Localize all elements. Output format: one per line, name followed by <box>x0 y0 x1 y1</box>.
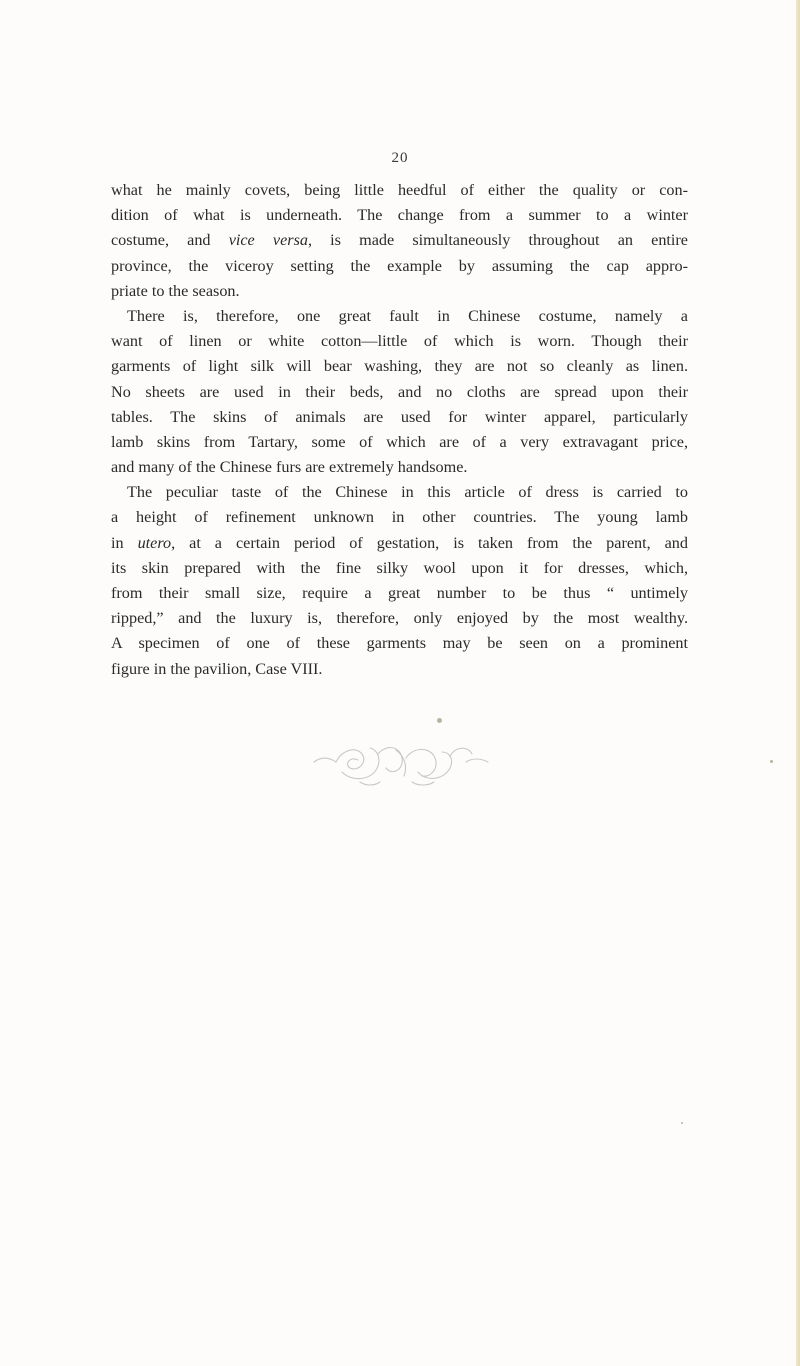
scroll-flourish-ornament-icon <box>300 732 500 792</box>
text-line: dition of what is underneath. The change from a summer to a winter <box>111 206 688 225</box>
text-line: in utero, at a certain period of gestation, is taken from the parent, and <box>111 533 688 552</box>
text-line: its skin prepared with the fine silky wool upon it for dresses, which, <box>111 558 688 577</box>
paper-speck <box>437 718 442 723</box>
text-line: want of linen or white cotton—little of which is worn. Though their <box>111 332 688 351</box>
text-line: garments of light silk will bear washing, they are not so cleanly as linen. <box>111 357 688 376</box>
text-line: province, the viceroy setting the example by assuming the cap appro- <box>111 256 688 275</box>
text-line: There is, therefore, one great fault in Chinese costume, namely a <box>127 306 688 325</box>
italic-phrase: vice versa <box>228 231 308 250</box>
text-line: figure in the pavilion, Case VIII. <box>111 659 323 678</box>
text-line: costume, and vice versa, is made simultaneously throughout an entire <box>111 231 688 250</box>
text-line: lamb skins from Tartary, some of which are of a very extravagant price, <box>111 432 688 451</box>
text-line: ripped,” and the luxury is, therefore, only enjoyed by the most wealthy. <box>111 609 688 628</box>
text-line: priate to the season. <box>111 281 240 300</box>
italic-phrase: utero <box>137 533 172 552</box>
page-number: 20 <box>391 150 409 166</box>
body-text <box>111 178 688 682</box>
text-line: No sheets are used in their beds, and no cloths are spread upon their <box>111 382 688 401</box>
text-line: A specimen of one of these garments may be seen on a prominent <box>111 634 688 653</box>
paper-speck <box>681 1122 683 1124</box>
paper-speck <box>770 760 773 763</box>
page-edge <box>796 0 800 1366</box>
text-line: a height of refinement unknown in other countries. The young lamb <box>111 508 688 527</box>
text-line: what he mainly covets, being little heedful of either the quality or con- <box>111 181 688 199</box>
text-line: from their small size, require a great number to be thus “ untimely <box>111 584 688 602</box>
text-line: tables. The skins of animals are used for winter apparel, particularly <box>111 407 688 426</box>
text-line: and many of the Chinese furs are extremely handsome. <box>111 458 468 477</box>
text-line: The peculiar taste of the Chinese in this article of dress is carried to <box>127 483 688 502</box>
